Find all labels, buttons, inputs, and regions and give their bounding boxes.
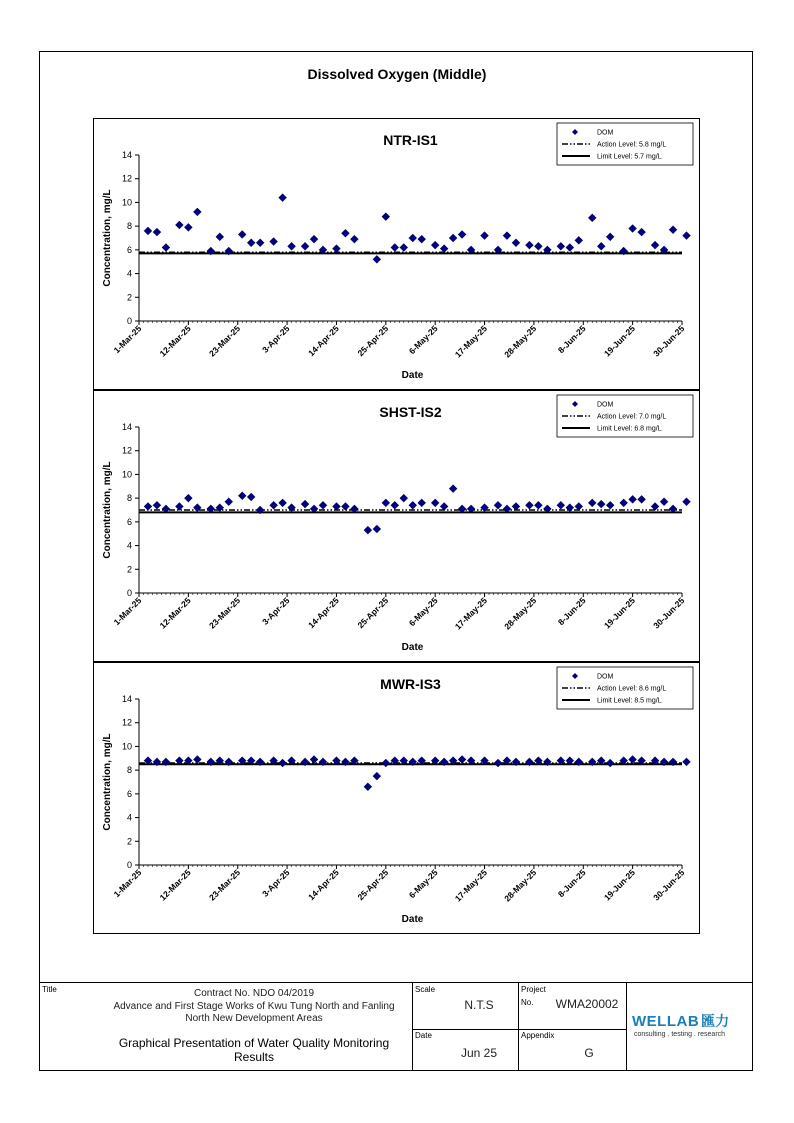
- data-point: [144, 502, 152, 510]
- y-tick-label: 14: [121, 150, 132, 160]
- x-tick-label: 14-Apr-25: [306, 323, 341, 359]
- x-tick-label: 30-Jun-25: [651, 323, 687, 359]
- data-point: [256, 239, 264, 247]
- logo-name: WELLAB: [632, 1013, 700, 1030]
- data-point: [651, 241, 659, 249]
- x-tick-label: 25-Apr-25: [355, 323, 391, 359]
- data-point: [216, 233, 224, 241]
- data-point: [597, 242, 605, 250]
- data-point: [373, 255, 381, 263]
- y-axis-label: Concentration, mg/L: [102, 189, 113, 287]
- data-point: [669, 226, 677, 234]
- data-point: [512, 502, 520, 510]
- x-tick-label: 19-Jun-25: [601, 323, 638, 359]
- logo-chinese: 匯力: [701, 1013, 730, 1029]
- data-point: [481, 232, 489, 240]
- data-point: [525, 501, 533, 509]
- data-point: [588, 499, 596, 507]
- data-point: [409, 234, 417, 242]
- data-point: [449, 485, 457, 493]
- data-point: [629, 495, 637, 503]
- y-tick-label: 14: [121, 694, 132, 704]
- data-point: [225, 498, 233, 506]
- x-tick-label: 19-Jun-25: [601, 595, 638, 631]
- data-point: [238, 492, 246, 500]
- x-tick-label: 1-Mar-25: [111, 867, 144, 900]
- data-point: [597, 500, 605, 508]
- y-tick-label: 12: [121, 173, 132, 184]
- chart-svg: [94, 663, 701, 935]
- legend-entry: Action Level: 7.0 mg/L: [597, 413, 667, 421]
- data-point: [184, 494, 192, 502]
- title-block: [39, 982, 753, 1071]
- x-tick-label: 12-Mar-25: [157, 323, 193, 359]
- data-point: [629, 225, 637, 233]
- data-point: [660, 498, 668, 506]
- x-tick-label: 8-Jun-25: [555, 867, 588, 900]
- data-point: [440, 245, 448, 253]
- x-tick-label: 17-May-25: [452, 595, 489, 632]
- y-tick-label: 6: [126, 788, 132, 799]
- data-point: [458, 230, 466, 238]
- data-point: [651, 502, 659, 510]
- data-point: [301, 500, 309, 508]
- legend-entry: Action Level: 5.8 mg/L: [597, 141, 667, 149]
- y-tick-label: 6: [126, 244, 132, 255]
- data-point: [440, 502, 448, 510]
- x-tick-label: 25-Apr-25: [355, 595, 391, 631]
- y-tick-label: 0: [126, 316, 132, 326]
- data-point: [431, 499, 439, 507]
- data-point: [458, 755, 466, 763]
- chart-title: SHST-IS2: [379, 404, 442, 420]
- data-point: [364, 526, 372, 534]
- data-point: [606, 501, 614, 509]
- data-point: [606, 233, 614, 241]
- y-tick-label: 4: [126, 812, 132, 823]
- data-point: [391, 501, 399, 509]
- appendix-label: Appendix: [521, 1031, 555, 1040]
- x-tick-label: 17-May-25: [452, 867, 489, 904]
- data-point: [382, 759, 390, 767]
- page-title: Dissolved Oxygen (Middle): [307, 66, 487, 82]
- y-tick-label: 10: [121, 469, 132, 480]
- x-tick-label: 28-May-25: [502, 867, 539, 904]
- x-tick-label: 28-May-25: [502, 595, 539, 632]
- drawing-title-line1: Graphical Presentation of Water Quality Monitoring: [118, 1036, 390, 1050]
- data-point: [512, 239, 520, 247]
- project-name-line1: Advance and First Stage Works of Kwu Tung North and Fanling: [113, 1001, 395, 1012]
- data-point: [310, 755, 318, 763]
- legend-entry: DOM: [597, 129, 614, 137]
- y-tick-label: 8: [126, 493, 132, 504]
- data-point: [620, 499, 628, 507]
- legend-entry: Limit Level: 6.8 mg/L: [597, 425, 662, 433]
- x-tick-label: 6-May-25: [406, 323, 440, 357]
- data-point: [238, 230, 246, 238]
- data-point: [557, 501, 565, 509]
- data-point: [382, 213, 390, 221]
- x-tick-label: 3-Apr-25: [260, 323, 292, 355]
- x-tick-label: 25-Apr-25: [355, 867, 391, 903]
- date-label: Date: [415, 1031, 432, 1040]
- data-point: [288, 242, 296, 250]
- data-point: [400, 494, 408, 502]
- data-point: [175, 221, 183, 229]
- data-point: [270, 238, 278, 246]
- project-name-line2: North New Development Areas: [185, 1013, 323, 1024]
- project-number: WMA20002: [555, 997, 619, 1011]
- data-point: [588, 214, 596, 222]
- data-point: [494, 759, 502, 767]
- y-tick-label: 0: [126, 588, 132, 598]
- data-point: [279, 194, 287, 202]
- data-point: [153, 228, 161, 236]
- y-tick-label: 10: [121, 197, 132, 208]
- x-tick-label: 30-Jun-25: [651, 867, 687, 903]
- x-tick-label: 1-Mar-25: [111, 323, 144, 356]
- contract-number: Contract No. NDO 04/2019: [193, 988, 315, 999]
- data-point: [638, 228, 646, 236]
- drawing-title-line2: Results: [233, 1050, 274, 1064]
- data-point: [373, 772, 381, 780]
- data-point: [494, 501, 502, 509]
- data-point: [557, 242, 565, 250]
- chart-title: MWR-IS3: [380, 676, 441, 692]
- x-tick-label: 17-May-25: [452, 323, 489, 360]
- data-point: [247, 239, 255, 247]
- y-tick-label: 8: [126, 221, 132, 232]
- data-point: [332, 502, 340, 510]
- data-point: [682, 232, 690, 240]
- data-point: [575, 236, 583, 244]
- y-tick-label: 2: [126, 292, 132, 303]
- chart-svg: [94, 119, 701, 391]
- y-tick-label: 0: [126, 860, 132, 870]
- y-tick-label: 12: [121, 717, 132, 728]
- data-point: [638, 495, 646, 503]
- x-tick-label: 30-Jun-25: [651, 595, 687, 631]
- data-point: [144, 227, 152, 235]
- data-point: [575, 502, 583, 510]
- y-tick-label: 6: [126, 516, 132, 527]
- data-point: [449, 234, 457, 242]
- data-point: [364, 783, 372, 791]
- x-tick-label: 8-Jun-25: [555, 323, 588, 356]
- x-tick-label: 14-Apr-25: [306, 867, 341, 903]
- y-axis-label: Concentration, mg/L: [102, 461, 113, 559]
- y-tick-label: 4: [126, 540, 132, 551]
- data-point: [301, 242, 309, 250]
- x-tick-label: 23-Mar-25: [207, 867, 243, 903]
- data-point: [606, 759, 614, 767]
- data-point: [332, 245, 340, 253]
- data-point: [193, 755, 201, 763]
- data-point: [193, 208, 201, 216]
- y-tick-label: 12: [121, 445, 132, 456]
- data-point: [162, 243, 170, 251]
- data-point: [279, 499, 287, 507]
- x-tick-label: 23-Mar-25: [207, 323, 243, 359]
- scale-label: Scale: [415, 985, 436, 994]
- chart-panel-ntr-is1: [93, 118, 700, 390]
- data-point: [350, 235, 358, 243]
- data-point: [319, 501, 327, 509]
- data-point: [391, 243, 399, 251]
- chart-panel-mwr-is3: [93, 662, 700, 934]
- scale-value: N.T.S: [464, 998, 494, 1012]
- data-point: [525, 241, 533, 249]
- y-tick-label: 14: [121, 422, 132, 432]
- data-point: [409, 501, 417, 509]
- x-tick-label: 3-Apr-25: [260, 867, 292, 899]
- chart-svg: [94, 391, 701, 663]
- data-point: [382, 499, 390, 507]
- legend-entry: Limit Level: 5.7 mg/L: [597, 153, 662, 161]
- x-tick-label: 19-Jun-25: [601, 867, 638, 903]
- x-axis-label: Date: [401, 642, 424, 653]
- data-point: [310, 235, 318, 243]
- x-tick-label: 1-Mar-25: [111, 595, 144, 628]
- data-point: [682, 758, 690, 766]
- title-label: Title: [42, 985, 57, 994]
- x-tick-label: 23-Mar-25: [207, 595, 243, 631]
- x-tick-label: 6-May-25: [406, 867, 440, 901]
- wellab-logo: [632, 1011, 748, 1041]
- project-label: Project: [521, 985, 546, 994]
- x-tick-label: 3-Apr-25: [260, 595, 292, 627]
- data-point: [270, 501, 278, 509]
- y-tick-label: 2: [126, 836, 132, 847]
- chart-title: NTR-IS1: [383, 132, 438, 148]
- data-point: [247, 493, 255, 501]
- data-point: [153, 501, 161, 509]
- y-tick-label: 4: [126, 268, 132, 279]
- data-point: [566, 243, 574, 251]
- y-tick-label: 10: [121, 741, 132, 752]
- data-point: [629, 755, 637, 763]
- project-no-label: No.: [521, 998, 534, 1007]
- data-point: [184, 223, 192, 231]
- y-tick-label: 8: [126, 765, 132, 776]
- x-tick-label: 12-Mar-25: [157, 595, 193, 631]
- x-tick-label: 14-Apr-25: [306, 595, 341, 631]
- legend-entry: DOM: [597, 401, 614, 409]
- data-point: [279, 759, 287, 767]
- x-tick-label: 28-May-25: [502, 323, 539, 360]
- x-axis-label: Date: [401, 914, 424, 925]
- data-point: [431, 241, 439, 249]
- logo-tagline: consulting . testing . research: [634, 1031, 726, 1038]
- data-point: [400, 243, 408, 251]
- y-axis-label: Concentration, mg/L: [102, 733, 113, 831]
- data-point: [341, 229, 349, 237]
- x-tick-label: 12-Mar-25: [157, 867, 193, 903]
- data-point: [534, 501, 542, 509]
- date-value: Jun 25: [460, 1046, 498, 1060]
- data-point: [341, 502, 349, 510]
- data-point: [503, 232, 511, 240]
- legend-entry: DOM: [597, 673, 614, 681]
- x-axis-label: Date: [401, 370, 424, 381]
- y-tick-label: 2: [126, 564, 132, 575]
- data-point: [418, 499, 426, 507]
- legend-entry: Action Level: 8.6 mg/L: [597, 685, 667, 693]
- data-point: [682, 498, 690, 506]
- data-point: [373, 525, 381, 533]
- x-tick-label: 6-May-25: [406, 595, 440, 629]
- legend-entry: Limit Level: 8.5 mg/L: [597, 697, 662, 705]
- x-tick-label: 8-Jun-25: [555, 595, 588, 628]
- data-point: [534, 242, 542, 250]
- appendix-value: G: [584, 1046, 594, 1060]
- chart-panel-shst-is2: [93, 390, 700, 662]
- data-point: [175, 502, 183, 510]
- data-point: [418, 235, 426, 243]
